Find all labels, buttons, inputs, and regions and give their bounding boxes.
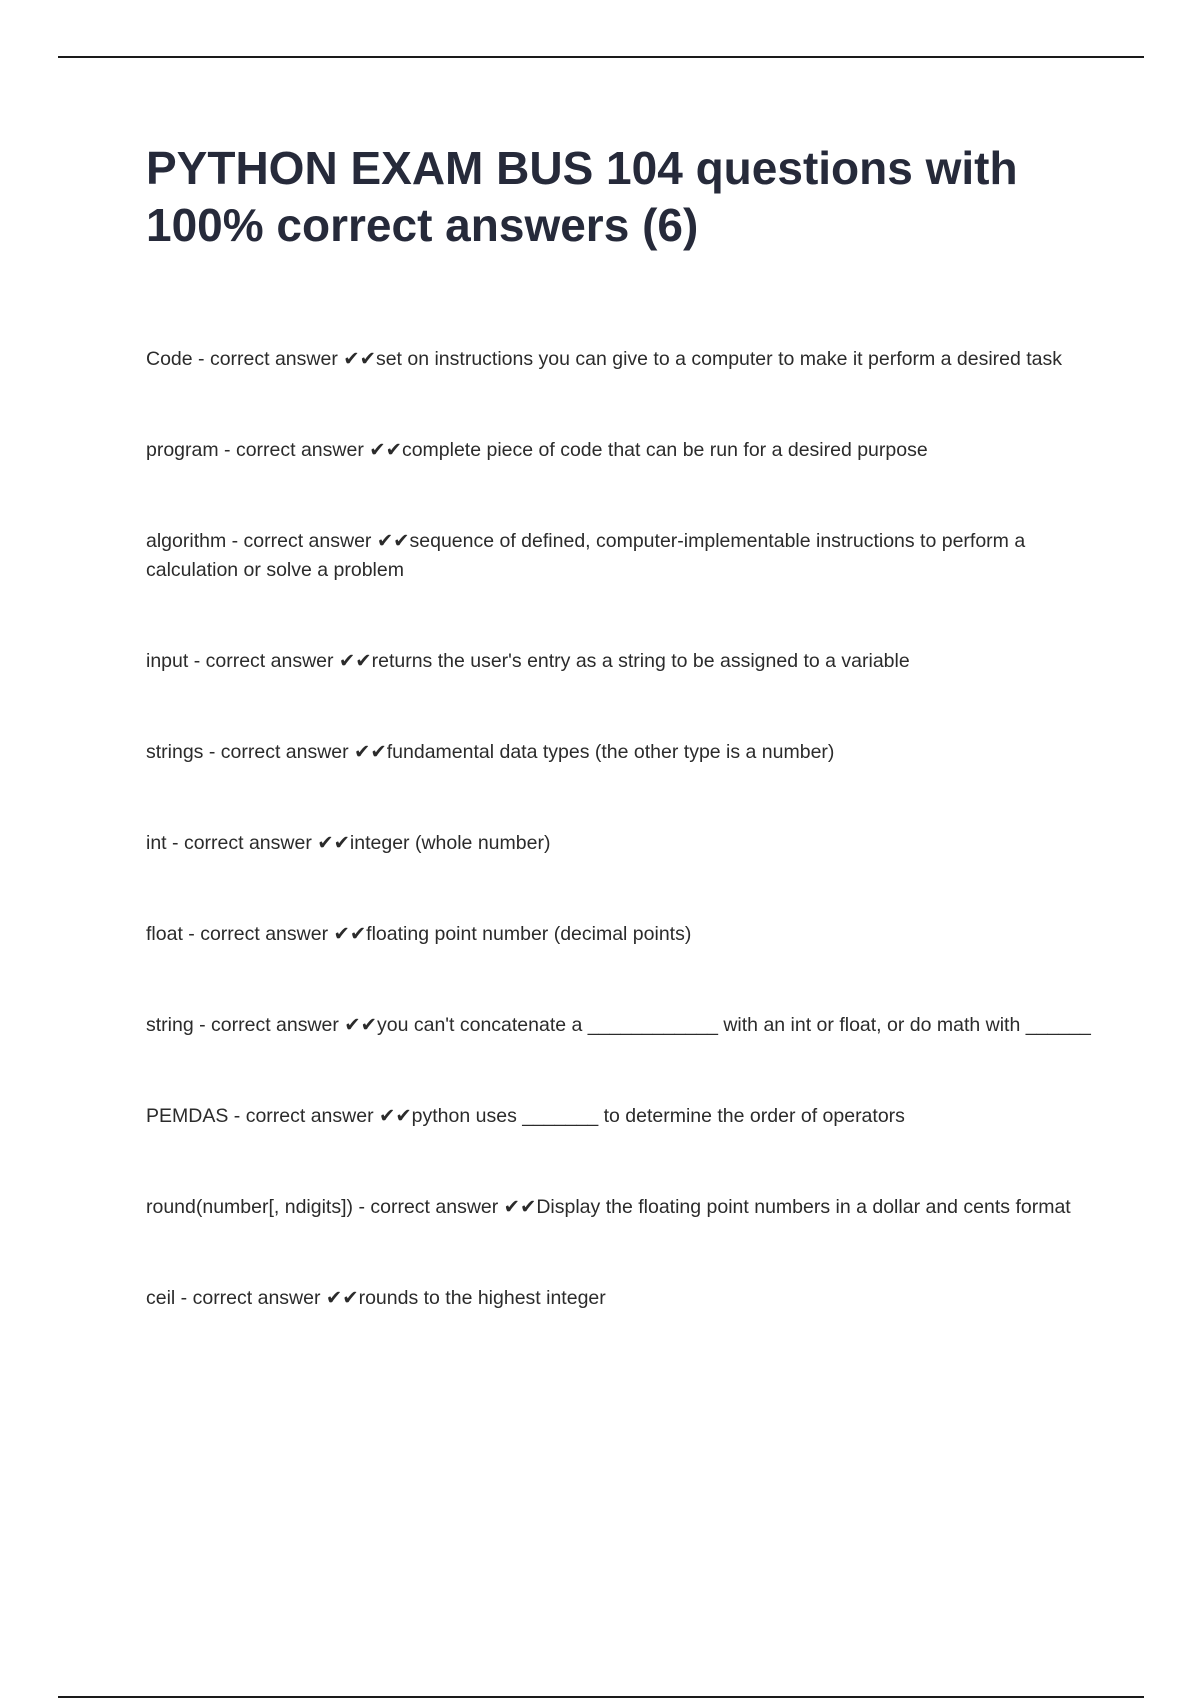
qa-term: Code — [146, 348, 193, 370]
qa-separator: - correct answer ✔✔ — [192, 348, 376, 370]
qa-term: int — [146, 832, 167, 854]
qa-separator: - correct answer ✔✔ — [226, 530, 410, 552]
qa-term: program — [146, 439, 219, 461]
qa-answer: sequence of defined, computer-implementable instructions to perform a calculation or solve a problem — [146, 530, 1031, 581]
qa-item — [146, 1102, 1091, 1131]
qa-separator: - correct answer ✔✔ — [166, 832, 350, 854]
qa-item — [146, 1011, 1091, 1040]
qa-separator: - correct answer ✔✔ — [228, 1105, 412, 1127]
qa-answer: python uses _______ to determine the order of operators — [411, 1105, 905, 1127]
qa-separator: - correct answer ✔✔ — [353, 1196, 537, 1218]
top-rule — [58, 56, 1144, 58]
qa-separator: - correct answer ✔✔ — [182, 923, 367, 945]
qa-item — [146, 1193, 1091, 1222]
qa-list — [146, 345, 1091, 1375]
qa-answer: returns the user's entry as a string to be assigned to a variable — [371, 650, 910, 672]
qa-item — [146, 345, 1091, 374]
qa-term: PEMDAS — [146, 1105, 229, 1127]
qa-term: algorithm — [146, 530, 227, 552]
qa-item — [146, 829, 1091, 858]
qa-answer: set on instructions you can give to a computer to make it perform a desired task — [375, 348, 1063, 370]
qa-term: ceil — [146, 1287, 176, 1309]
qa-answer: rounds to the highest integer — [358, 1287, 606, 1309]
qa-item — [146, 527, 1091, 585]
qa-answer: floating point number (decimal points) — [366, 923, 692, 945]
qa-answer: Display the floating point numbers in a dollar and cents format — [536, 1196, 1071, 1218]
qa-item — [146, 738, 1091, 767]
qa-separator: - correct answer ✔✔ — [175, 1287, 359, 1309]
qa-separator: - correct answer ✔✔ — [193, 1014, 377, 1036]
qa-separator: - correct answer ✔✔ — [203, 741, 387, 763]
qa-separator: - correct answer ✔✔ — [188, 650, 372, 672]
qa-separator: - correct answer ✔✔ — [218, 439, 402, 461]
qa-answer: you can't concatenate a ____________ with an int or float, or do math with ______ — [377, 1014, 1091, 1036]
qa-answer: fundamental data types (the other type is a number) — [386, 741, 835, 763]
bottom-rule — [58, 1696, 1144, 1698]
document-title: PYTHON EXAM BUS 104 questions with 100% correct answers (6) — [146, 142, 1018, 251]
qa-item — [146, 920, 1091, 949]
qa-term: strings — [146, 741, 204, 763]
qa-answer: complete piece of code that can be run for a desired purpose — [401, 439, 928, 461]
qa-item — [146, 1284, 1091, 1313]
qa-item — [146, 647, 1091, 676]
qa-term: string — [146, 1014, 194, 1036]
qa-term: round(number[, ndigits]) — [146, 1196, 354, 1218]
qa-term: input — [146, 650, 189, 672]
qa-term: float — [146, 923, 183, 945]
qa-item — [146, 436, 1091, 465]
qa-answer: integer (whole number) — [349, 832, 551, 854]
